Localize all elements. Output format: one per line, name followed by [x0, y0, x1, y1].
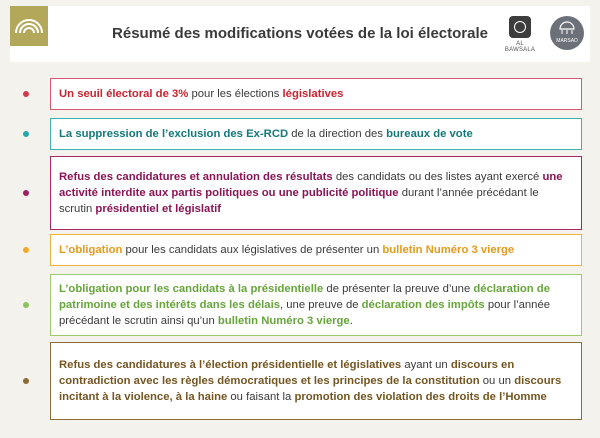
highlight-text: L’obligation pour les candidats à la présidentielle [59, 283, 324, 295]
item-text [59, 126, 573, 142]
item-text [59, 242, 573, 258]
list-item [50, 78, 582, 110]
list-item [50, 156, 582, 230]
highlight-text: bureaux de vote [386, 128, 473, 140]
bullet-dot [23, 378, 29, 384]
plain-text: de présenter la preuve d’une [323, 283, 474, 295]
plain-text: pour l’année précédant le scrutin ainsi qu’un [59, 299, 551, 327]
bullet-dot [23, 131, 29, 137]
plain-text: . [349, 315, 353, 327]
plain-text: des candidats ou des listes ayant exercé [332, 171, 543, 183]
list-item [50, 342, 582, 420]
highlight-text: Un seuil électoral de 3% [59, 88, 189, 100]
header [10, 6, 590, 62]
highlight-text: discours en contradiction avec les règles démocratiques et les principes de la constitution [59, 359, 515, 387]
marsad-logo [550, 16, 584, 50]
plain-text: de la direction des [288, 128, 387, 140]
item-text [59, 86, 573, 102]
marsad-label: MARSAD [556, 38, 578, 44]
plain-text: durant l’année précédant le scrutin [59, 187, 539, 215]
highlight-text: Refus des candidatures à l’élection présidentielle et législatives [59, 359, 402, 371]
highlight-text: L’obligation [59, 244, 123, 256]
building-icon [558, 21, 576, 35]
bullet-dot [23, 190, 29, 196]
list-item [50, 234, 582, 266]
albawsala-label: AL BAWSALA [504, 41, 536, 53]
plain-text: ayant un [401, 359, 451, 371]
albawsala-logo [502, 16, 538, 58]
page-title: Résumé des modifications votées de la loi électorale [112, 25, 488, 42]
highlight-text: bulletin Numéro 3 vierge [217, 315, 350, 327]
plain-text: ou un [479, 375, 515, 387]
plain-text: ou faisant la [227, 391, 295, 403]
highlight-text: une activité interdite aux partis politiques ou une publicité politique [59, 171, 563, 199]
highlight-text: déclaration de patrimoine et des intérêts dans les délais [59, 283, 550, 311]
highlight-text: discours incitant à la violence, à la haine [59, 375, 562, 403]
highlight-text: La suppression de l’exclusion des Ex-RCD [59, 128, 289, 140]
item-text [59, 281, 573, 329]
list-item [50, 274, 582, 336]
list-item [50, 118, 582, 150]
highlight-text: promotion des violation des droits de l’Homme [294, 391, 547, 403]
plain-text: , une preuve de [280, 299, 362, 311]
highlight-text: Refus des candidatures et annulation des résultats [59, 171, 333, 183]
parliament-logo [10, 6, 48, 46]
bullet-dot [23, 302, 29, 308]
compass-icon [509, 16, 531, 38]
highlight-text: bulletin Numéro 3 vierge [382, 244, 515, 256]
bullet-dot [23, 91, 29, 97]
item-text [59, 169, 573, 217]
bullet-dot [23, 247, 29, 253]
plain-text: pour les élections [188, 88, 283, 100]
plain-text: pour les candidats aux législatives de présenter un [122, 244, 383, 256]
highlight-text: présidentiel et législatif [95, 203, 221, 215]
parliament-icon [14, 15, 44, 37]
item-text [59, 357, 573, 405]
highlight-text: déclaration des impôts [361, 299, 485, 311]
highlight-text: législatives [282, 88, 344, 100]
